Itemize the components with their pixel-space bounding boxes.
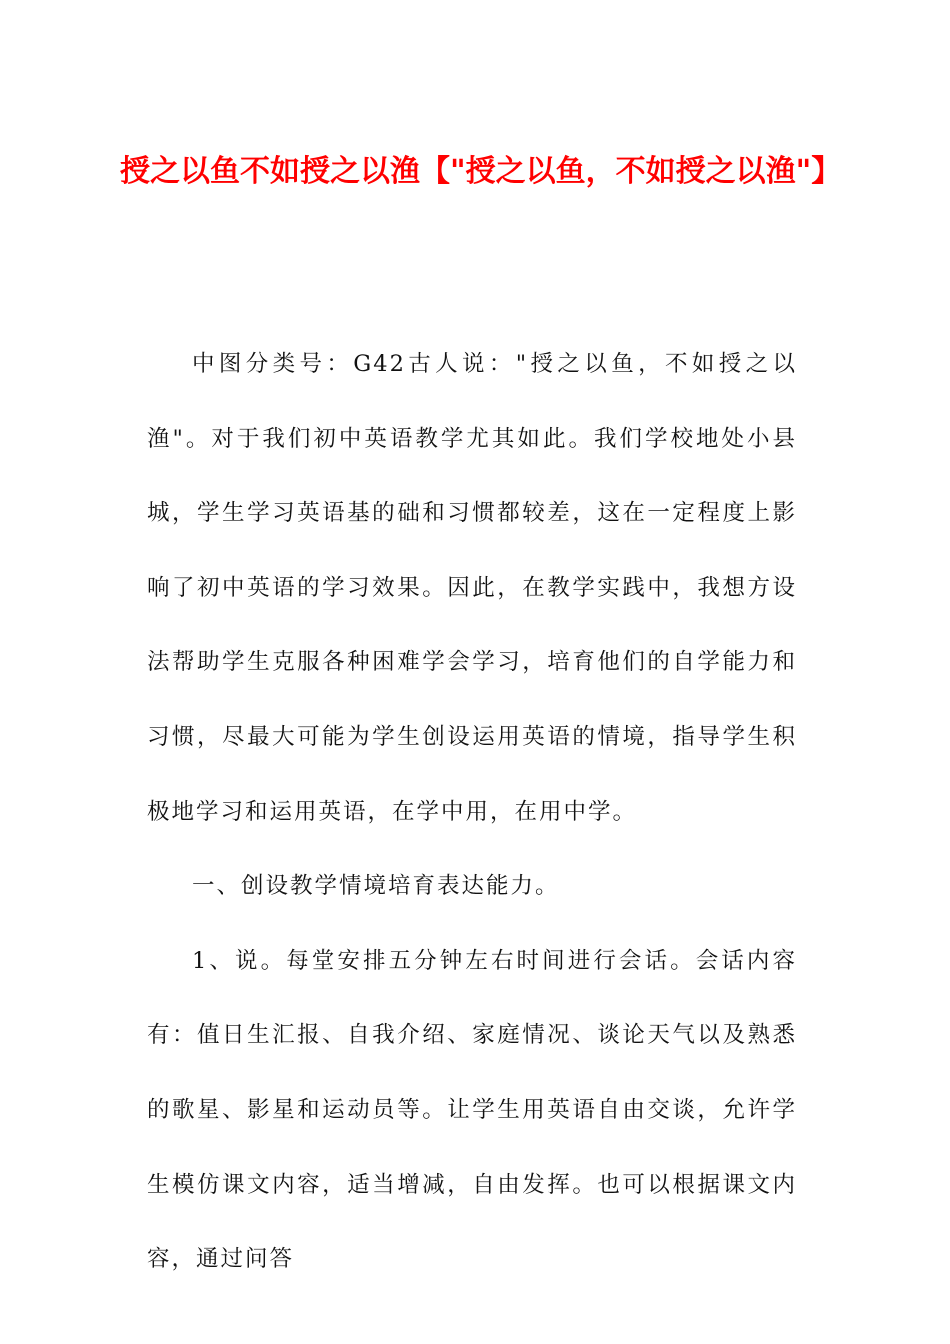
paragraph-section-heading: 一、创设教学情境培育表达能力。	[192, 873, 560, 900]
paragraph-speaking: 1、说。每堂安排五分钟左右时间进行会话。会话内容有：值日生汇报、自我介绍、家庭情况、谈论天气以及熟悉的歌星、影星和运动员等。让学生用英语自由交谈，允许学生模仿课文内容，适当增减，自由发挥。也可以根据课文内容，通过问答	[147, 947, 797, 1273]
document-title: 授之以鱼不如授之以渔【"授之以鱼，不如授之以渔"】	[120, 154, 842, 189]
document-body	[147, 327, 797, 1297]
paragraph-intro: 中图分类号：G42古人说："授之以鱼，不如授之以渔"。对于我们初中英语教学尤其如此。我们学校地处小县城，学生学习英语基的础和习惯都较差，这在一定程度上影响了初中英语的学习效果。因此，在教学实践中，我想方设法帮助学生克服各种困难学会学习，培育他们的自学能力和习惯，尽最大可能为学生创设运用英语的情境，指导学生积极地学习和运用英语，在学中用，在用中学。	[147, 351, 797, 825]
